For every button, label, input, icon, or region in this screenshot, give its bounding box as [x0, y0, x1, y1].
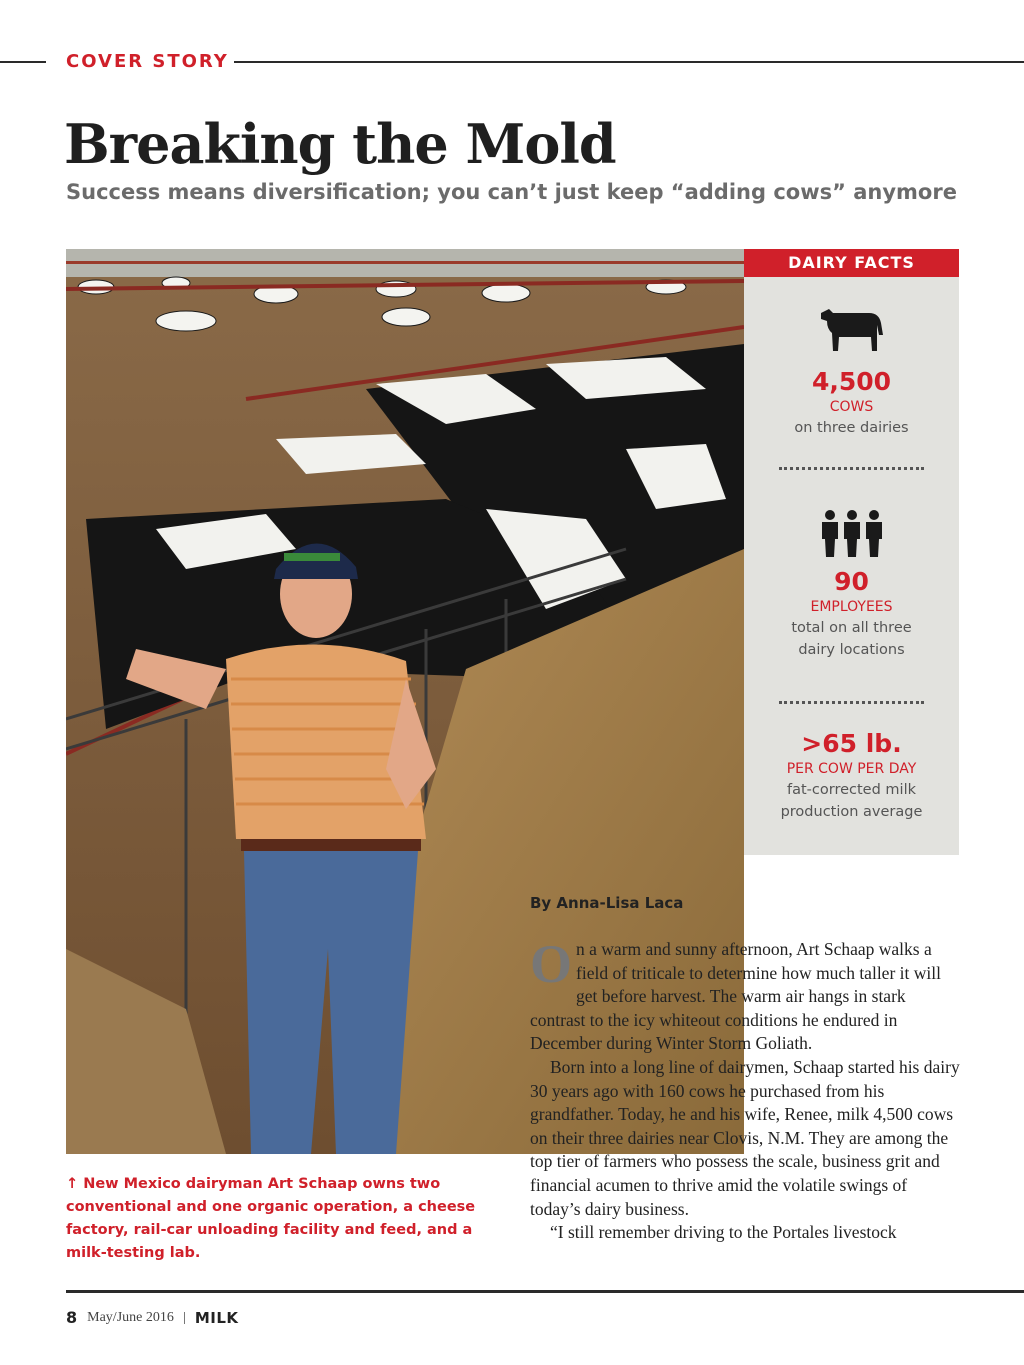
header-rule-left — [0, 61, 46, 63]
page-number: 8 — [66, 1308, 78, 1327]
footer — [66, 1308, 239, 1327]
fact-production-desc-line2: production average — [780, 804, 923, 820]
paragraph-3: “I still remember driving to the Portales livestock — [550, 1222, 897, 1243]
byline: By Anna-Lisa Laca — [530, 894, 684, 912]
fact-employees-desc-line1: total on all three — [791, 620, 912, 636]
fact-production-desc-line1: fat-corrected milk — [787, 782, 916, 798]
people-icon — [744, 509, 959, 561]
header-rule-right — [234, 61, 1024, 63]
magazine-brand: MILK — [194, 1308, 239, 1327]
paragraph-1 — [530, 934, 960, 1056]
photo-caption: ↑ New Mexico dairyman Art Schaap owns two conventional and one organic operation, a cheese factory, rail-car unloading facility and feed, and a milk-testing lab. — [66, 1176, 476, 1261]
dairy-facts-header: DAIRY FACTS — [744, 249, 959, 277]
issue-date: May/June 2016 — [87, 1309, 174, 1325]
fact-cows-unit: COWS — [829, 399, 874, 415]
dek: Success means diversification; you can’t just keep “adding cows” anymore — [66, 180, 957, 204]
dotted-divider — [779, 701, 924, 704]
fact-employees-number: 90 — [834, 567, 869, 596]
article-body — [530, 934, 960, 1245]
fact-production-number: >65 lb. — [801, 729, 902, 758]
fact-cows-number: 4,500 — [811, 367, 892, 396]
section-label: COVER STORY — [66, 51, 229, 72]
dotted-divider — [779, 467, 924, 470]
fact-employees — [744, 567, 959, 661]
footer-divider — [184, 1312, 185, 1324]
footer-rule — [66, 1290, 1024, 1293]
fact-employees-unit: EMPLOYEES — [810, 599, 893, 615]
fact-production — [744, 729, 959, 823]
fact-cows — [744, 367, 959, 439]
drop-cap: O — [530, 934, 573, 994]
paragraph-1-text: n a warm and sunny afternoon, Art Schaap walks a field of triticale to determine how much taller it will get before harvest. The warm air hangs in stark contrast to the icy whiteout conditions he endured in December during Winter Storm Goliath. — [530, 939, 941, 1054]
cow-icon — [744, 305, 959, 357]
paragraph-2: Born into a long line of dairymen, Schaap started his dairy 30 years ago with 160 cows he purchased from his grandfather. Today, he and his wife, Renee, milk 4,500 cows on their three dairies near Clovis, N.M. They are among the top tier of farmers who possess the scale, business grit and financial acumen to thrive amid the volatile swings of today’s dairy business. — [530, 1056, 960, 1219]
fact-production-unit: PER COW PER DAY — [786, 761, 917, 777]
dairy-facts-sidebar — [744, 249, 959, 855]
fact-employees-desc-line2: dairy locations — [798, 642, 905, 658]
headline: Breaking the Mold — [64, 112, 616, 176]
fact-cows-desc: on three dairies — [794, 420, 909, 436]
